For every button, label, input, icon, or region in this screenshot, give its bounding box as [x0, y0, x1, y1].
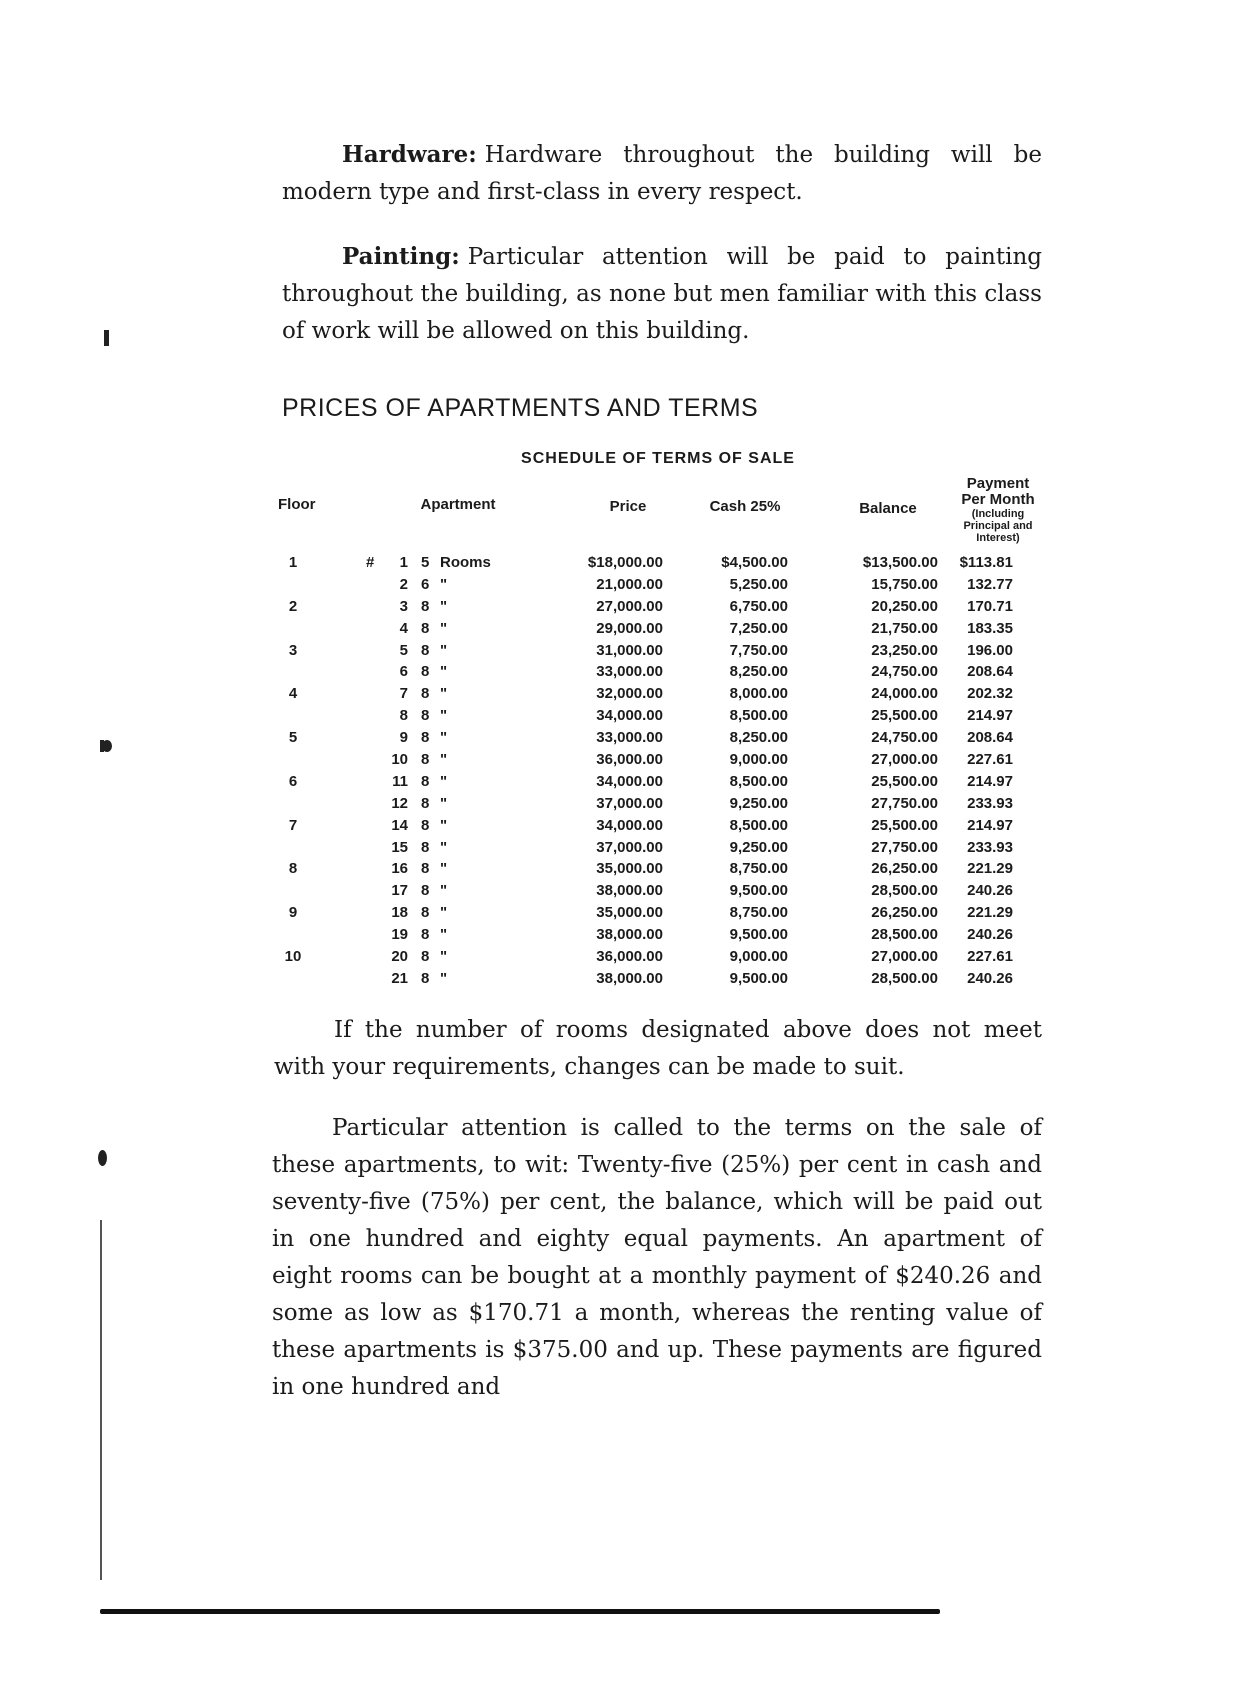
- cell-rooms: 6: [421, 575, 430, 593]
- cell-balance: 27,750.00: [871, 838, 938, 856]
- header-balance: Balance: [859, 500, 917, 517]
- cell-rooms-label: ": [440, 882, 448, 900]
- painting-text: Particular attention will be paid to painting throughout the building, as none but men familiar with this class of work will be allowed on this building.: [282, 244, 1042, 344]
- cell-price: 36,000.00: [596, 751, 663, 769]
- cell-apartment: 14: [391, 816, 408, 834]
- table-row: [278, 771, 1078, 793]
- cell-floor: 7: [288, 816, 298, 834]
- cell-price: 33,000.00: [596, 729, 663, 747]
- cell-rooms-label: ": [440, 641, 448, 659]
- cell-payment: 240.26: [967, 969, 1013, 987]
- table-row: [278, 552, 1078, 574]
- cell-rooms-label: ": [440, 926, 448, 944]
- cell-cash: 8,250.00: [729, 729, 788, 747]
- hardware-text: Hardware throughout the building will be modern type and first-class in every respect.: [282, 142, 1042, 205]
- cell-rooms: 8: [421, 619, 430, 637]
- cell-rooms-label: ": [440, 597, 448, 615]
- cell-rooms: 8: [421, 860, 430, 878]
- cell-payment: 221.29: [967, 904, 1013, 922]
- cell-payment: 227.61: [967, 948, 1013, 966]
- cell-payment: 183.35: [967, 619, 1013, 637]
- cell-apartment: 4: [399, 619, 408, 637]
- table-row: [278, 640, 1078, 662]
- cell-apartment: 18: [391, 904, 408, 922]
- cell-cash: 7,250.00: [729, 619, 788, 637]
- cell-apartment: 11: [392, 772, 408, 790]
- cell-rooms: 8: [421, 707, 430, 725]
- rooms-note-paragraph: [274, 1012, 1042, 1086]
- cell-apartment: 19: [391, 926, 408, 944]
- table-row: [278, 618, 1078, 640]
- table-row: [278, 727, 1078, 749]
- cell-apartment: 1: [399, 554, 408, 571]
- cell-cash: 8,750.00: [729, 860, 788, 878]
- table-row: [278, 596, 1078, 618]
- table-row: [278, 946, 1078, 968]
- table-row: [278, 815, 1078, 837]
- cell-payment: 227.61: [967, 751, 1013, 769]
- cell-balance: 25,500.00: [871, 772, 938, 790]
- cell-payment: 208.64: [967, 663, 1013, 681]
- cell-apartment: 21: [391, 969, 408, 987]
- cell-cash: 9,250.00: [729, 794, 788, 812]
- cell-rooms: 8: [421, 641, 430, 659]
- cell-rooms-label: ": [440, 969, 448, 987]
- cell-rooms-label: ": [440, 751, 448, 769]
- cell-price: 29,000.00: [596, 619, 663, 637]
- cell-price: 35,000.00: [596, 904, 663, 922]
- header-apartment: Apartment: [420, 496, 496, 513]
- table-row: [278, 880, 1078, 902]
- cell-floor: 6: [288, 772, 298, 790]
- cell-apartment: 20: [391, 948, 408, 966]
- cell-payment: 221.29: [967, 860, 1013, 878]
- cell-rooms-label: ": [440, 619, 448, 637]
- cell-cash: 6,750.00: [729, 597, 788, 615]
- cell-price: 36,000.00: [596, 948, 663, 966]
- cell-payment: 233.93: [967, 838, 1013, 856]
- table-row: [278, 705, 1078, 727]
- cell-floor: 3: [288, 641, 298, 659]
- cell-rooms-label: ": [440, 904, 448, 922]
- scan-speck: [102, 740, 112, 752]
- cell-price: 38,000.00: [596, 969, 663, 987]
- header-payment: [928, 476, 1068, 544]
- cell-payment: $113.81: [959, 554, 1013, 571]
- cell-balance: 24,750.00: [871, 663, 938, 681]
- cell-floor: 4: [288, 685, 298, 703]
- cell-floor: 5: [288, 729, 298, 747]
- header-payment-line3: (Including: [971, 508, 1025, 520]
- table-row: [278, 661, 1078, 683]
- cell-payment: 240.26: [967, 926, 1013, 944]
- header-payment-line2: Per Month: [961, 491, 1035, 508]
- hardware-lead: Hardware:: [342, 141, 477, 168]
- cell-cash: 9,000.00: [729, 751, 788, 769]
- painting-lead: Painting:: [342, 243, 460, 270]
- schedule-title: SCHEDULE OF TERMS OF SALE: [521, 450, 795, 467]
- header-payment-line1: Payment: [966, 475, 1030, 492]
- cell-balance: 28,500.00: [871, 969, 938, 987]
- header-floor: Floor: [278, 496, 316, 513]
- cell-price: 34,000.00: [596, 772, 663, 790]
- cell-payment: 214.97: [967, 707, 1013, 725]
- table-body: [278, 552, 1078, 990]
- cell-cash: 8,000.00: [729, 685, 788, 703]
- cell-rooms-label: ": [440, 948, 448, 966]
- cell-cash: 9,500.00: [729, 926, 788, 944]
- cell-cash: 8,500.00: [729, 772, 788, 790]
- cell-rooms-label: ": [440, 575, 448, 593]
- cell-floor: 1: [288, 554, 298, 571]
- cell-rooms: 8: [421, 597, 430, 615]
- cell-apartment: 12: [391, 794, 408, 812]
- cell-cash: 8,500.00: [729, 816, 788, 834]
- cell-rooms: 8: [421, 685, 430, 703]
- section-heading: PRICES OF APARTMENTS AND TERMS: [282, 394, 759, 422]
- cell-balance: 27,750.00: [871, 794, 938, 812]
- cell-balance: 20,250.00: [871, 597, 938, 615]
- cell-price: 38,000.00: [596, 926, 663, 944]
- cell-rooms-label: ": [440, 729, 448, 747]
- cell-rooms: 8: [421, 794, 430, 812]
- cell-cash: $4,500.00: [721, 554, 788, 571]
- cell-cash: 9,500.00: [729, 882, 788, 900]
- cell-rooms: 8: [421, 904, 430, 922]
- cell-price: 35,000.00: [596, 860, 663, 878]
- cell-price: 34,000.00: [596, 816, 663, 834]
- table-row: [278, 574, 1078, 596]
- cell-apartment: 17: [391, 882, 408, 900]
- cell-balance: 28,500.00: [871, 926, 938, 944]
- table-row: [278, 683, 1078, 705]
- cell-cash: 9,000.00: [729, 948, 788, 966]
- cell-balance: 25,500.00: [871, 707, 938, 725]
- cell-price: 33,000.00: [596, 663, 663, 681]
- table-row: [278, 902, 1078, 924]
- cell-payment: 202.32: [967, 685, 1013, 703]
- cell-apartment: 6: [399, 663, 408, 681]
- cell-rooms: 8: [421, 926, 430, 944]
- table-row: [278, 749, 1078, 771]
- cell-rooms-label: ": [440, 707, 448, 725]
- cell-balance: 26,250.00: [871, 904, 938, 922]
- cell-rooms: 5: [421, 554, 430, 571]
- cell-balance: 24,000.00: [871, 685, 938, 703]
- scan-streak: [100, 1220, 102, 1580]
- cell-apartment: 7: [399, 685, 408, 703]
- cell-rooms-label: ": [440, 838, 448, 856]
- cell-cash: 8,500.00: [729, 707, 788, 725]
- table-row: [278, 968, 1078, 990]
- cell-payment: 132.77: [967, 575, 1013, 593]
- cell-rooms-label: ": [440, 860, 448, 878]
- cell-number-sign: #: [366, 554, 375, 571]
- cell-apartment: 9: [399, 729, 408, 747]
- cell-price: 32,000.00: [596, 685, 663, 703]
- bottom-rule: [100, 1609, 940, 1614]
- cell-cash: 7,750.00: [729, 641, 788, 659]
- cell-rooms-label: ": [440, 685, 448, 703]
- cell-price: 38,000.00: [596, 882, 663, 900]
- cell-rooms: 8: [421, 816, 430, 834]
- terms-note-text: Particular attention is called to the terms on the sale of these apartments, to wit: Twenty-five (25%) per cent in cash and seventy-five (75%) per cent, the balance, which will be paid out in one hundred and eighty equal payments. An apartment of eight rooms can be bought at a monthly payment of $240.26 and some as low as $170.71 a month, whereas the renting value of these apartments is $375.00 and up. These payments are figured in one hundred and: [272, 1115, 1042, 1400]
- table-row: [278, 924, 1078, 946]
- table-row: [278, 858, 1078, 880]
- header-cash: Cash 25%: [709, 498, 781, 515]
- hardware-paragraph: [282, 136, 1042, 211]
- scan-speck: [98, 1150, 107, 1166]
- cell-price: 27,000.00: [596, 597, 663, 615]
- cell-rooms: 8: [421, 729, 430, 747]
- cell-rooms: 8: [421, 772, 430, 790]
- cell-rooms: 8: [421, 882, 430, 900]
- cell-apartment: 16: [391, 860, 408, 878]
- cell-price: 37,000.00: [596, 794, 663, 812]
- cell-payment: 233.93: [967, 794, 1013, 812]
- painting-paragraph: [282, 238, 1042, 350]
- cell-balance: 24,750.00: [871, 729, 938, 747]
- cell-balance: 26,250.00: [871, 860, 938, 878]
- cell-rooms: 8: [421, 751, 430, 769]
- terms-note-paragraph: [272, 1110, 1042, 1406]
- header-payment-line5: Interest): [976, 532, 1020, 544]
- cell-rooms: 8: [421, 948, 430, 966]
- cell-payment: 170.71: [967, 597, 1013, 615]
- cell-balance: 23,250.00: [871, 641, 938, 659]
- cell-floor: 2: [288, 597, 298, 615]
- cell-price: 34,000.00: [596, 707, 663, 725]
- cell-price: $18,000.00: [587, 554, 663, 571]
- header-price: Price: [609, 498, 647, 515]
- cell-cash: 8,250.00: [729, 663, 788, 681]
- cell-apartment: 5: [399, 641, 408, 659]
- cell-rooms-label: ": [440, 663, 448, 681]
- cell-price: 37,000.00: [596, 838, 663, 856]
- cell-rooms: 8: [421, 663, 430, 681]
- cell-balance: 21,750.00: [871, 619, 938, 637]
- cell-rooms: 8: [421, 838, 430, 856]
- cell-balance: 27,000.00: [871, 948, 938, 966]
- header-payment-line4: Principal and: [963, 520, 1033, 532]
- cell-cash: 8,750.00: [729, 904, 788, 922]
- cell-cash: 9,250.00: [729, 838, 788, 856]
- cell-balance: 27,000.00: [871, 751, 938, 769]
- cell-rooms-label: ": [440, 816, 448, 834]
- cell-floor: 8: [288, 860, 298, 878]
- scan-speck: [104, 330, 109, 346]
- cell-payment: 240.26: [967, 882, 1013, 900]
- cell-balance: 28,500.00: [871, 882, 938, 900]
- cell-apartment: 2: [399, 575, 408, 593]
- table-row: [278, 793, 1078, 815]
- cell-apartment: 15: [391, 838, 408, 856]
- cell-floor: 10: [284, 948, 302, 966]
- cell-balance: 25,500.00: [871, 816, 938, 834]
- cell-price: 31,000.00: [596, 641, 663, 659]
- cell-balance: 15,750.00: [871, 575, 938, 593]
- cell-payment: 214.97: [967, 816, 1013, 834]
- table-row: [278, 837, 1078, 859]
- cell-cash: 9,500.00: [729, 969, 788, 987]
- cell-balance: $13,500.00: [862, 554, 938, 571]
- cell-rooms-label: ": [440, 772, 448, 790]
- cell-rooms-label: Rooms: [440, 554, 491, 571]
- cell-payment: 196.00: [967, 641, 1013, 659]
- cell-payment: 208.64: [967, 729, 1013, 747]
- cell-price: 21,000.00: [596, 575, 663, 593]
- cell-floor: 9: [288, 904, 298, 922]
- cell-apartment: 8: [399, 707, 408, 725]
- scan-margin-marks: [88, 320, 108, 1610]
- cell-payment: 214.97: [967, 772, 1013, 790]
- cell-cash: 5,250.00: [729, 575, 788, 593]
- rooms-note-text: If the number of rooms designated above does not meet with your requirements, changes can be made to suit.: [274, 1017, 1042, 1080]
- cell-rooms: 8: [421, 969, 430, 987]
- cell-apartment: 10: [391, 751, 408, 769]
- cell-rooms-label: ": [440, 794, 448, 812]
- cell-apartment: 3: [399, 597, 408, 615]
